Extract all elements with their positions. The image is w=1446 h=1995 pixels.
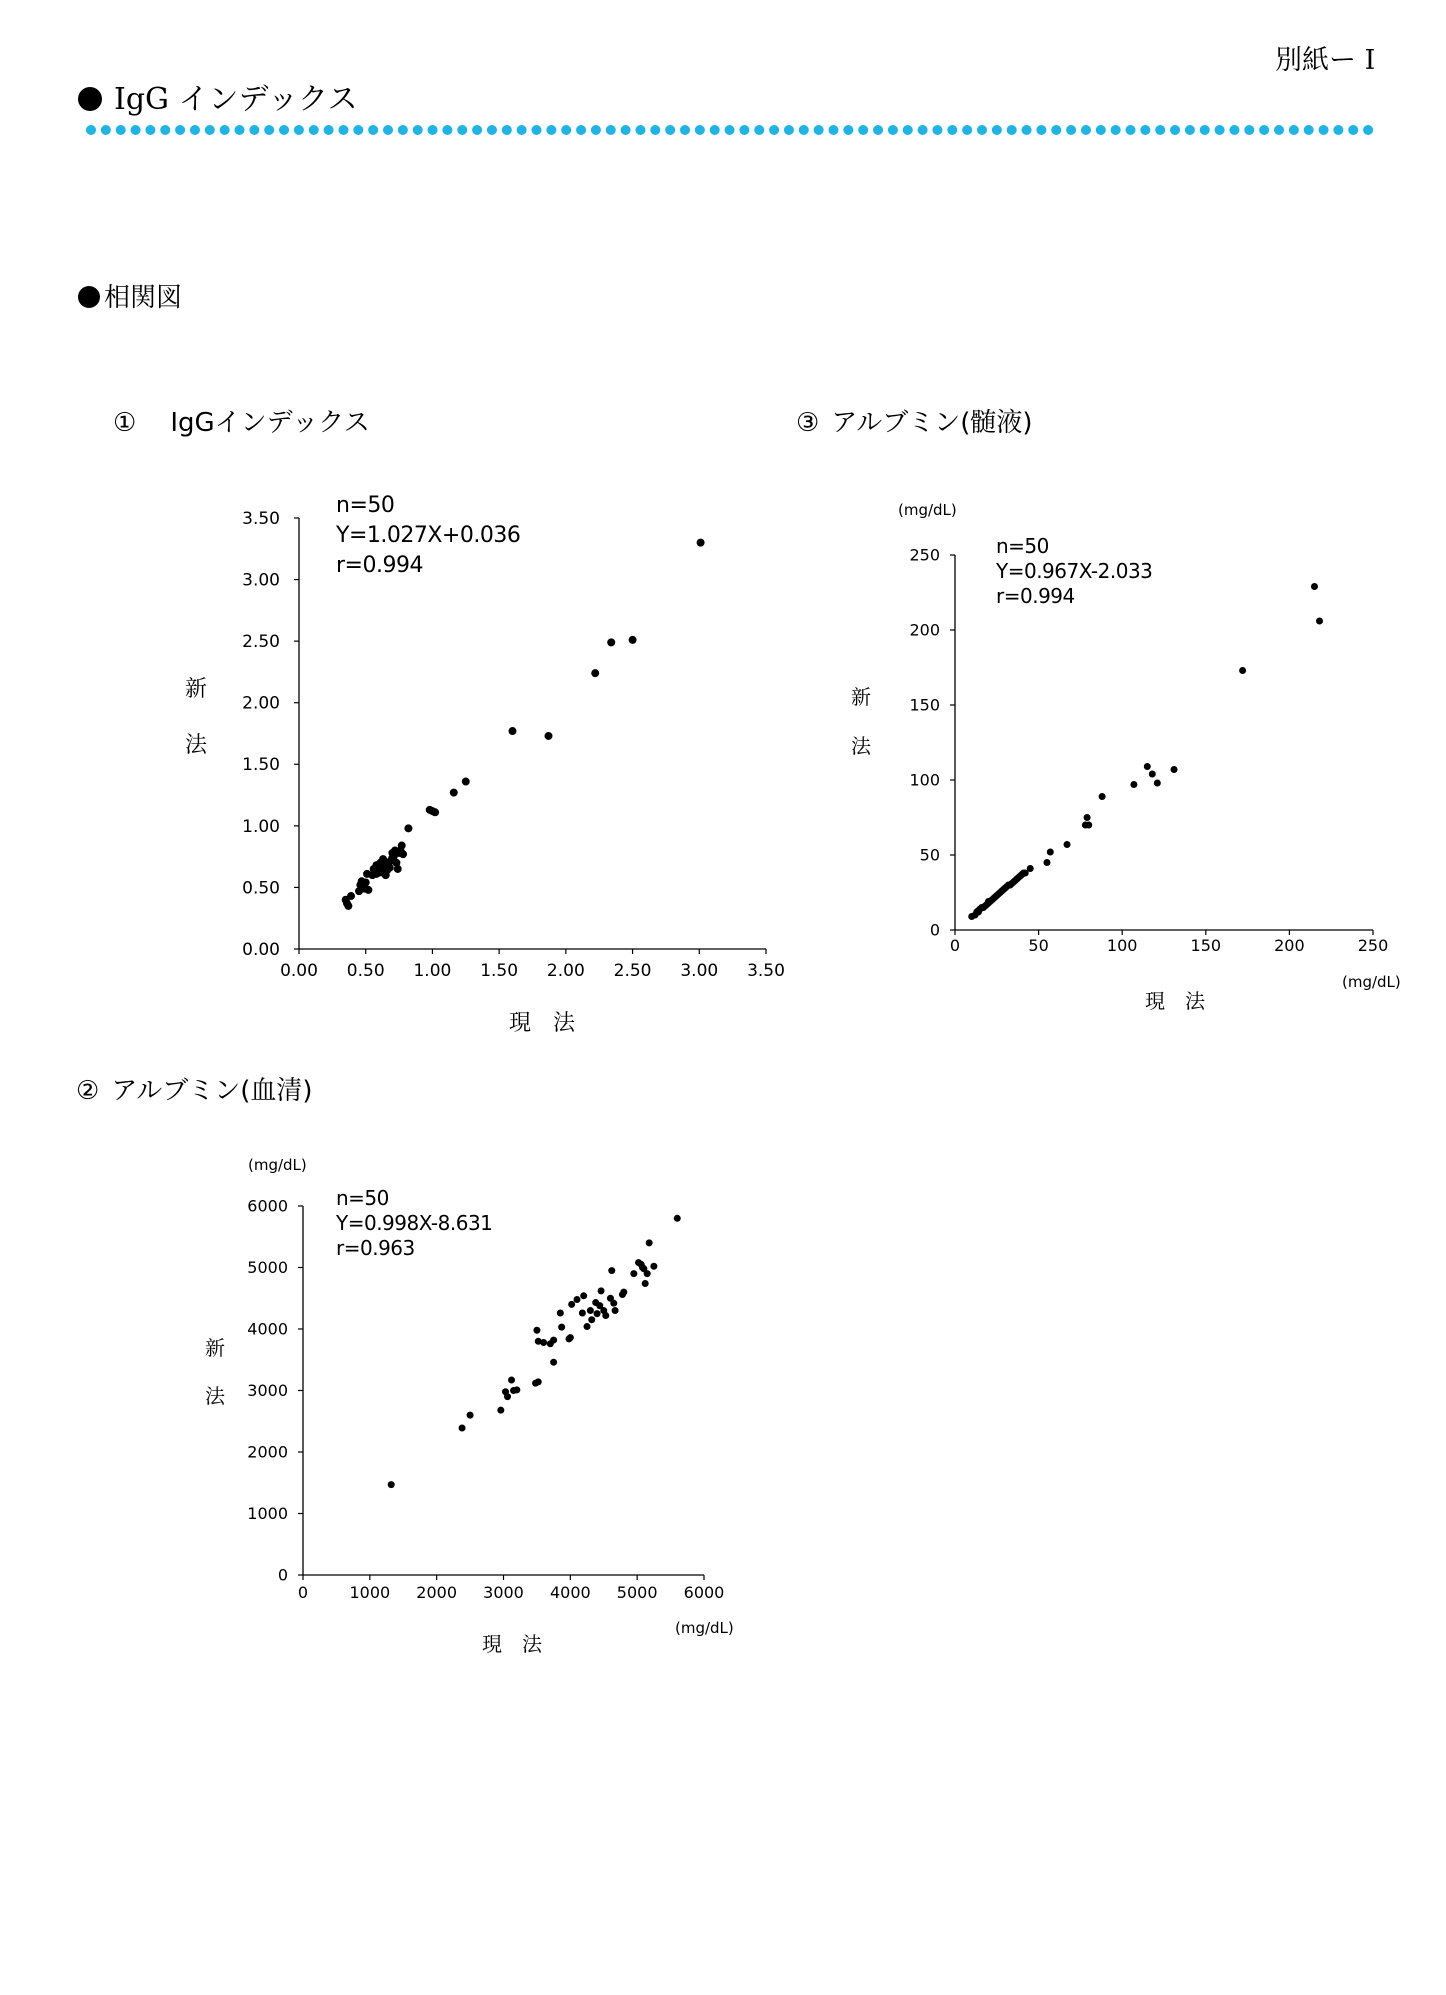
y-unit-label: (mg/dL)	[898, 501, 957, 519]
y-axis-label: 法	[184, 733, 208, 758]
x-tick-label: 1.00	[413, 961, 452, 981]
data-point	[610, 1300, 617, 1307]
data-point	[650, 1263, 657, 1270]
data-point	[591, 669, 599, 677]
data-point	[1149, 771, 1156, 778]
y-tick-label: 3.50	[242, 508, 280, 529]
y-tick-label: 2000	[247, 1442, 288, 1462]
data-point	[399, 850, 407, 858]
chart-heading-number: ①	[113, 408, 137, 438]
x-tick-label: 5000	[616, 1583, 658, 1602]
y-tick-label: 0.00	[242, 939, 280, 960]
data-point	[504, 1393, 511, 1400]
data-point	[674, 1215, 681, 1222]
x-tick-label: 3.50	[747, 961, 785, 981]
regression-annotation: Y=1.027X+0.036	[336, 523, 521, 548]
y-tick-label: 2.00	[242, 693, 280, 714]
x-axis-label: 現 法	[482, 1632, 542, 1656]
y-tick-label: 6000	[247, 1196, 288, 1216]
data-point	[398, 842, 406, 850]
y-axis-label: 新	[184, 677, 208, 702]
y-tick-label: 200	[909, 620, 940, 640]
data-point	[1043, 859, 1050, 866]
data-point	[540, 1339, 547, 1346]
regression-annotation: r=0.994	[336, 553, 423, 578]
chart-albumin-serum	[205, 1156, 734, 1656]
data-point	[592, 1299, 599, 1306]
data-point	[1084, 814, 1091, 821]
chart-heading-text: IgGインデックス	[170, 408, 370, 438]
data-point	[467, 1412, 474, 1419]
data-point	[550, 1359, 557, 1366]
regression-annotation: Y=0.998X-8.631	[336, 1211, 493, 1235]
data-point	[1154, 780, 1161, 787]
data-point	[1239, 667, 1246, 674]
regression-annotation: n=50	[996, 534, 1049, 558]
data-point	[588, 1316, 595, 1323]
data-point	[612, 1307, 619, 1314]
regression-annotation: n=50	[336, 1186, 389, 1210]
data-point	[1047, 849, 1054, 856]
y-tick-label: 4000	[247, 1319, 288, 1339]
data-point	[431, 808, 439, 816]
data-point	[394, 865, 402, 873]
data-point	[598, 1287, 605, 1294]
data-point	[450, 789, 458, 797]
data-point	[388, 854, 396, 862]
data-point	[579, 1310, 586, 1317]
data-point	[568, 1301, 575, 1308]
chart-heading-text: アルブミン(血清)	[111, 1076, 313, 1106]
x-tick-label: 4000	[549, 1583, 591, 1602]
data-point	[580, 1292, 587, 1299]
y-tick-label: 3000	[247, 1381, 288, 1401]
y-axis-label: 法	[851, 734, 871, 758]
data-point	[608, 1267, 615, 1274]
page-title-text: IgG インデックス	[114, 82, 358, 117]
data-point	[386, 864, 394, 872]
x-tick-label: 1000	[349, 1583, 391, 1602]
chart-igg-index	[185, 493, 785, 1036]
data-point	[985, 898, 992, 905]
regression-annotation: n=50	[336, 493, 395, 518]
y-tick-label: 5000	[247, 1258, 288, 1278]
data-point	[620, 1289, 627, 1296]
x-tick-label: 2.50	[613, 961, 652, 981]
data-point	[629, 636, 637, 644]
data-point	[1144, 763, 1151, 770]
x-tick-label: 0.50	[346, 961, 385, 981]
x-unit-label: (mg/dL)	[1342, 973, 1401, 991]
data-point	[1027, 865, 1034, 872]
data-point	[545, 732, 553, 740]
data-point	[358, 877, 366, 885]
data-point	[497, 1407, 504, 1414]
data-point	[404, 824, 412, 832]
chart-heading-number: ②	[76, 1076, 100, 1106]
y-unit-label: (mg/dL)	[248, 1156, 307, 1174]
data-point	[371, 867, 379, 875]
y-tick-label: 3.00	[242, 570, 280, 591]
data-point	[347, 892, 355, 900]
data-point	[646, 1239, 653, 1246]
x-tick-label: 3.00	[680, 961, 719, 981]
data-point	[508, 1377, 515, 1384]
data-point	[513, 1386, 520, 1393]
data-point	[602, 1312, 609, 1319]
data-point	[1130, 781, 1137, 788]
data-point	[630, 1270, 637, 1277]
data-point	[975, 909, 982, 916]
x-tick-label: 250	[1357, 936, 1389, 955]
x-tick-label: 100	[1106, 936, 1138, 955]
data-point	[567, 1334, 574, 1341]
annex-label: 別紙ー I	[1275, 45, 1376, 76]
data-point	[697, 539, 705, 547]
data-point	[594, 1310, 601, 1317]
regression-annotation: r=0.994	[996, 584, 1075, 608]
data-point	[1064, 841, 1071, 848]
x-tick-label: 2000	[416, 1583, 458, 1602]
y-tick-label: 150	[909, 695, 940, 715]
y-tick-label: 0	[929, 920, 940, 940]
data-point	[607, 638, 615, 646]
data-point	[550, 1337, 557, 1344]
data-point	[535, 1378, 542, 1385]
data-point	[638, 1261, 645, 1268]
y-tick-label: 0	[277, 1565, 288, 1585]
x-tick-label: 2.00	[546, 961, 585, 981]
x-axis-label: 現 法	[1145, 989, 1205, 1013]
y-tick-label: 1000	[247, 1504, 288, 1524]
section-title-text: 相関図	[104, 283, 183, 313]
data-point	[1085, 822, 1092, 829]
x-tick-label: 1.50	[480, 961, 519, 981]
y-tick-label: 1.50	[242, 755, 280, 776]
chart-albumin-csf	[851, 501, 1401, 1013]
y-tick-label: 2.50	[242, 632, 280, 653]
regression-annotation: r=0.963	[336, 1236, 415, 1260]
y-tick-label: 1.00	[242, 816, 280, 837]
y-tick-label: 50	[919, 845, 940, 865]
data-point	[388, 1481, 395, 1488]
x-unit-label: (mg/dL)	[675, 1619, 734, 1637]
data-point	[642, 1280, 649, 1287]
data-point	[459, 1425, 466, 1432]
y-tick-label: 100	[909, 770, 940, 790]
data-point	[508, 727, 516, 735]
data-point	[462, 778, 470, 786]
chart-heading-text: アルブミン(髄液)	[831, 408, 1033, 438]
x-tick-label: 0	[949, 936, 961, 955]
x-tick-label: 3000	[483, 1583, 524, 1602]
data-point	[644, 1270, 651, 1277]
y-tick-label: 0.50	[242, 878, 280, 899]
data-point	[584, 1323, 591, 1330]
y-axis-label: 法	[205, 1384, 225, 1408]
data-point	[587, 1307, 594, 1314]
x-tick-label: 50	[1028, 936, 1049, 955]
data-point	[1099, 793, 1106, 800]
x-tick-label: 6000	[683, 1583, 725, 1602]
data-point	[379, 869, 387, 877]
x-axis-label: 現 法	[508, 1011, 576, 1036]
data-point	[364, 886, 372, 894]
data-point	[557, 1310, 564, 1317]
x-tick-label: 150	[1190, 936, 1222, 955]
data-point	[1311, 583, 1318, 590]
data-point	[558, 1324, 565, 1331]
chart-heading-number: ③	[796, 408, 820, 438]
y-tick-label: 250	[909, 545, 940, 565]
x-tick-label: 200	[1274, 936, 1305, 955]
data-point	[1171, 766, 1178, 773]
data-point	[533, 1327, 540, 1334]
data-point	[1316, 618, 1323, 625]
regression-annotation: Y=0.967X-2.033	[996, 559, 1153, 583]
y-axis-label: 新	[851, 685, 871, 709]
x-tick-label: 0	[297, 1583, 309, 1602]
data-point	[344, 902, 352, 910]
y-axis-label: 新	[205, 1336, 225, 1360]
data-point	[574, 1296, 581, 1303]
x-tick-label: 0.00	[280, 961, 318, 981]
